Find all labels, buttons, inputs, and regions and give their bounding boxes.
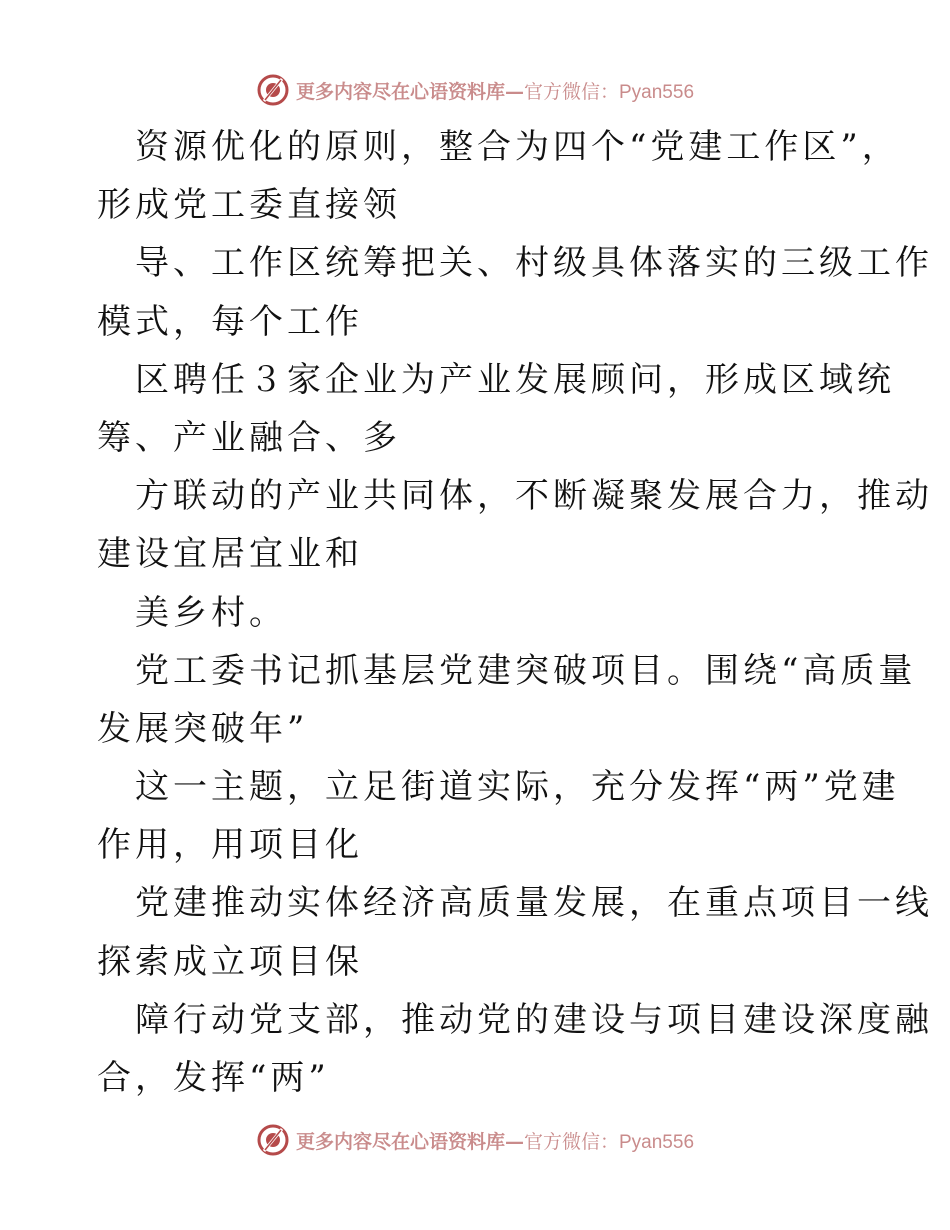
text-line: 资源优化的原则，整合为四个“党建工作区”， — [135, 127, 900, 167]
header-wechat-text: 官方微信：Pyan556 — [524, 81, 695, 103]
logo-icon — [256, 73, 290, 107]
footer-wechat-text: 官方微信：Pyan556 — [524, 1131, 695, 1153]
footer-banner — [0, 1120, 950, 1160]
header-banner — [0, 70, 950, 110]
text-line: 党建推动实体经济高质量发展，在重点项目一线 — [135, 883, 933, 924]
text-line: 党工委书记抓基层党建突破项目。围绕“高质量 — [135, 650, 917, 691]
text-line: 合，发挥“两” — [97, 1058, 330, 1098]
text-line: 发展突破年” — [97, 708, 309, 749]
logo-icon — [256, 1123, 290, 1157]
text-line: 筹、产业融合、多 — [97, 417, 401, 458]
footer-banner-text: 更多内容尽在心语资料库— — [295, 1130, 524, 1153]
text-line: 区聘任３家企业为产业发展顾问，形成区域统 — [135, 359, 895, 400]
text-line: 这一主题，立足街道实际，充分发挥“两”党建 — [135, 767, 900, 808]
header-banner-text: 更多内容尽在心语资料库— — [295, 80, 524, 103]
text-line: 方联动的产业共同体，不断凝聚发展合力，推动 — [135, 476, 933, 517]
document-body — [97, 118, 933, 1107]
text-line: 模式，每个工作 — [97, 301, 363, 342]
text-line: 导、工作区统筹把关、村级具体落实的三级工作 — [135, 243, 933, 284]
text-line: 美乡村。 — [135, 592, 287, 633]
text-line: 作用，用项目化 — [97, 825, 363, 866]
text-line: 建设宜居宜业和 — [97, 534, 363, 575]
text-line: 探索成立项目保 — [97, 941, 363, 982]
text-line: 障行动党支部，推动党的建设与项目建设深度融 — [135, 999, 933, 1040]
text-line: 形成党工委直接领 — [97, 185, 401, 226]
